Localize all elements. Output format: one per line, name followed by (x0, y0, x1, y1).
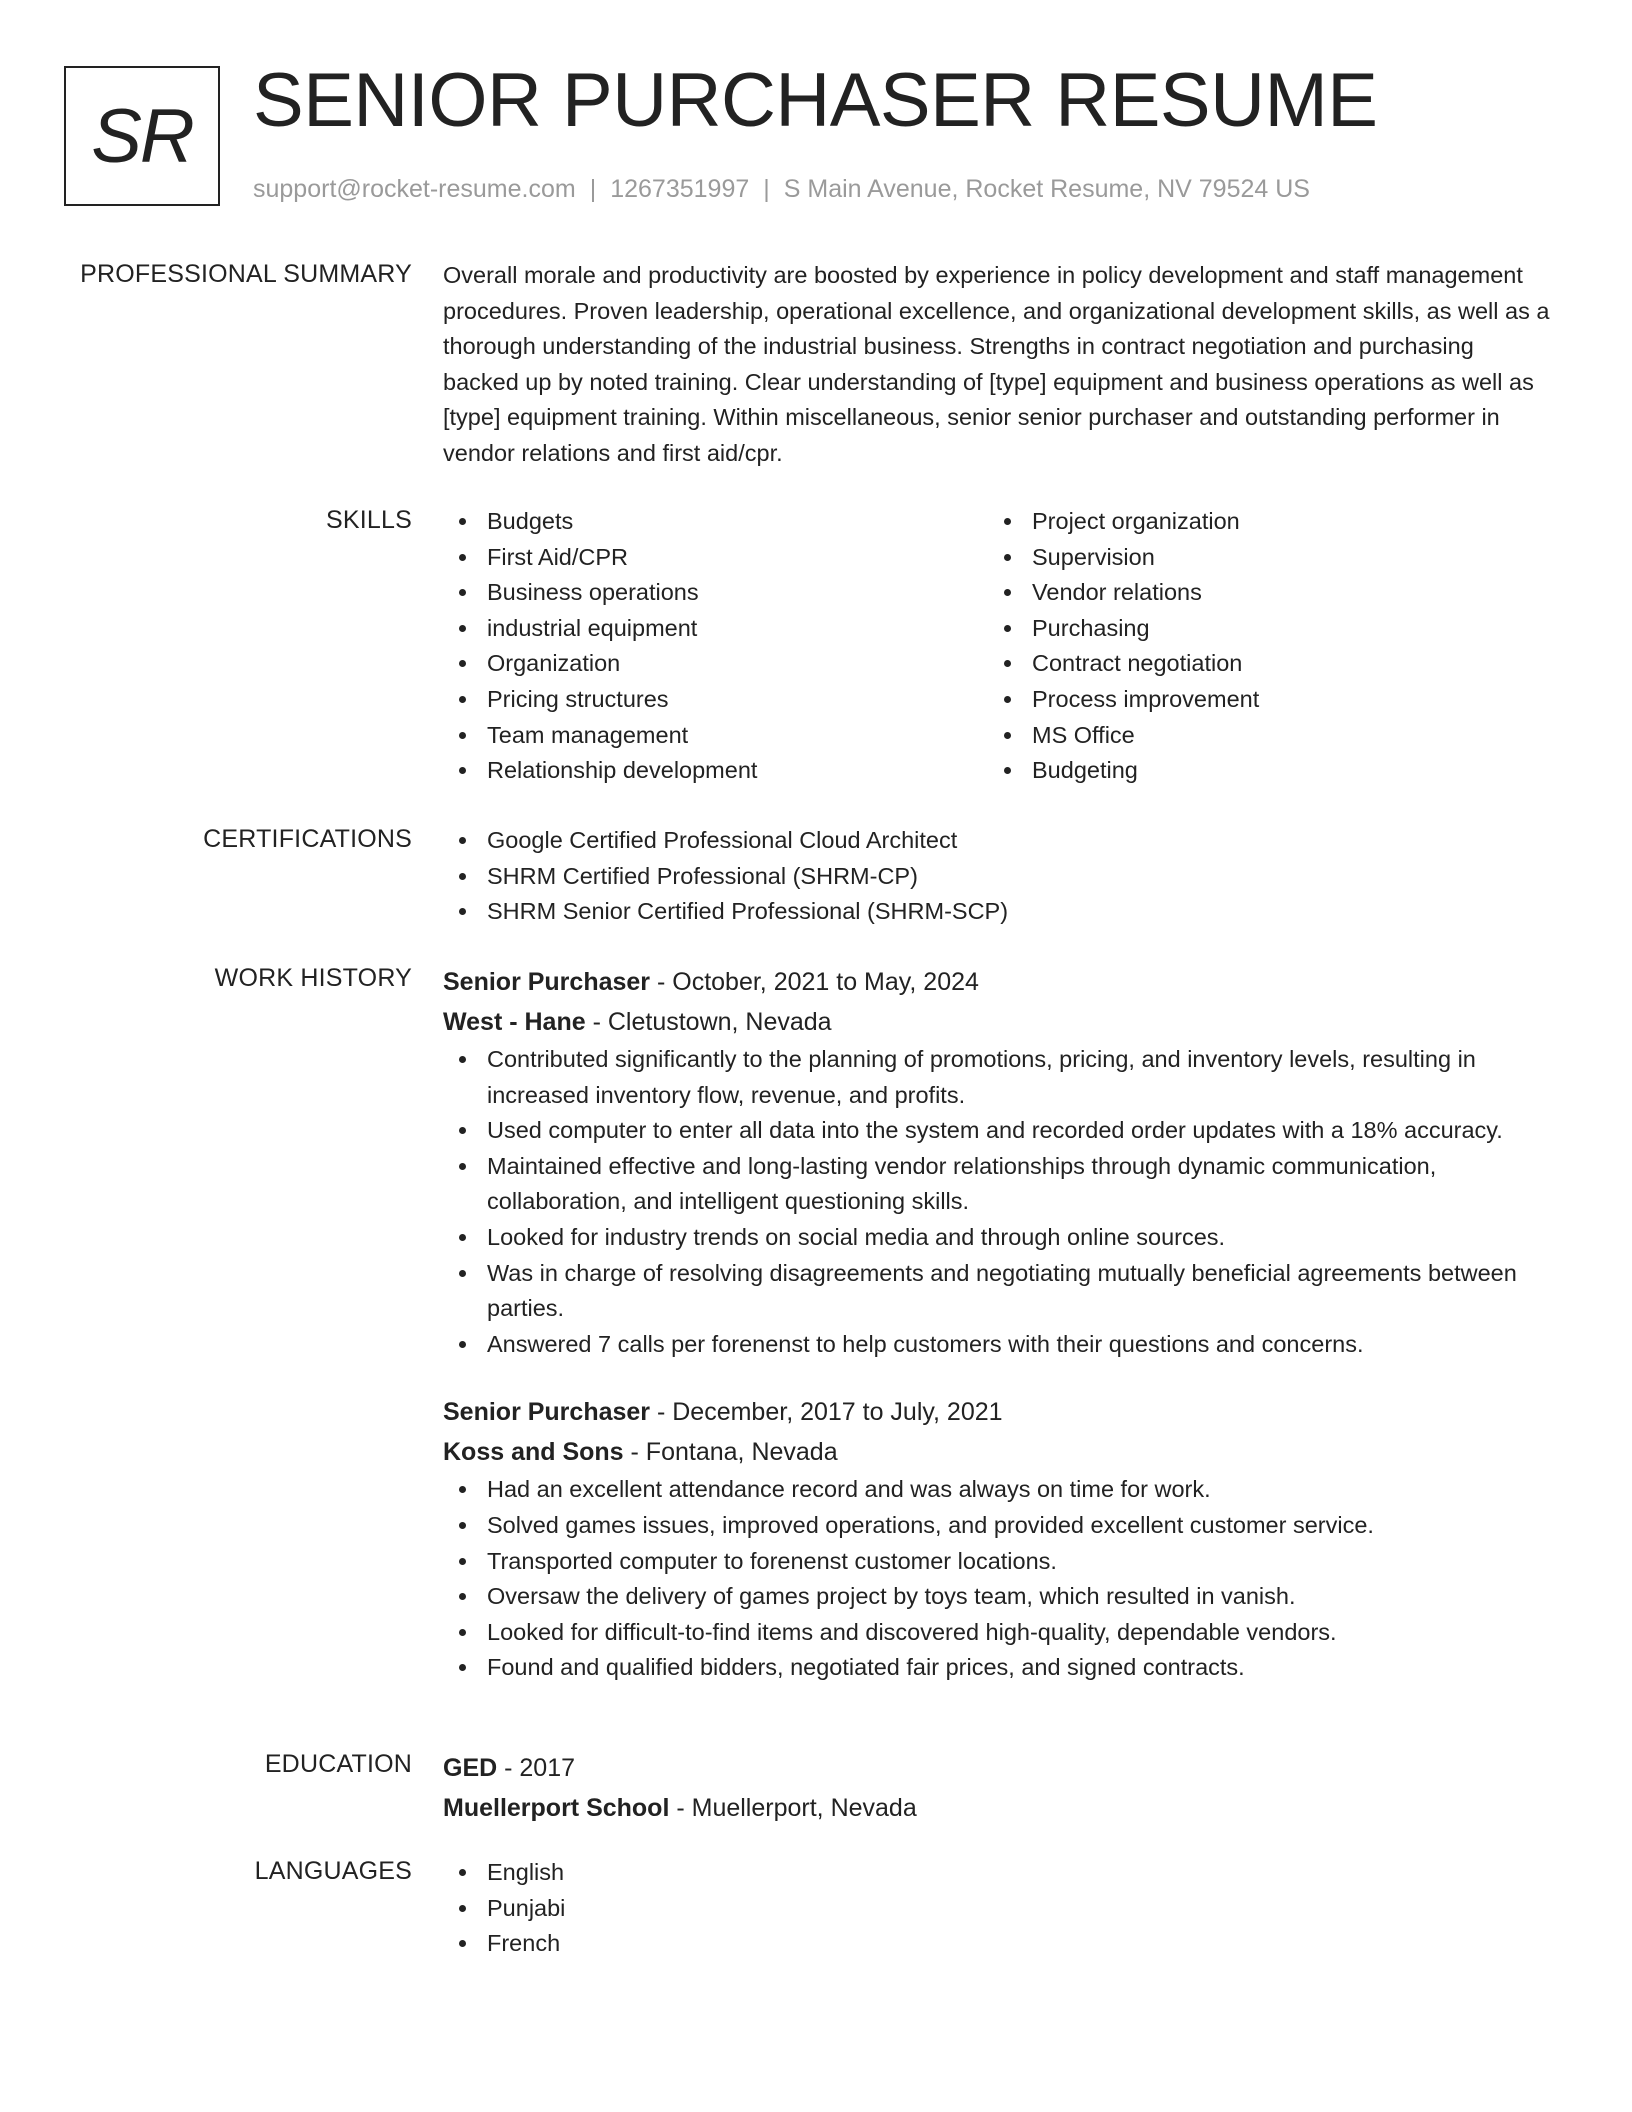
certification-item: SHRM Certified Professional (SHRM-CP) (443, 859, 1553, 895)
education-location: - Muellerport, Nevada (669, 1794, 917, 1822)
languages-list (443, 1855, 1553, 1962)
job-duty: Found and qualified bidders, negotiated fair prices, and signed contracts. (443, 1650, 1553, 1686)
contact-separator: | (763, 175, 770, 203)
job-duties-list (443, 1472, 1553, 1686)
skill-item: Process improvement (988, 682, 1533, 718)
education-school: Muellerport School (443, 1794, 670, 1822)
skill-item: Supervision (988, 540, 1533, 576)
contact-phone: 1267351997 (610, 175, 750, 203)
skill-item: First Aid/CPR (443, 540, 988, 576)
job-duties-list (443, 1042, 1553, 1362)
skill-item: Business operations (443, 575, 988, 611)
certifications-list (443, 823, 1553, 930)
job-duty: Looked for industry trends on social media and through online sources. (443, 1220, 1553, 1256)
summary-text: Overall morale and productivity are boosted by experience in policy development and staff management procedures. Proven leadership, operational excellence, and organizational development skills, as well as a thorough understanding of the industrial business. Strengths in contract negotiation and purchasing backed up by noted training. Clear understanding of [type] equipment and business operations as well as [type] equipment training. Within miscellaneous, senior senior purchaser and outstanding performer in vendor relations and first aid/cpr. (443, 262, 1550, 466)
job-company-line (443, 1432, 1553, 1472)
skill-item: Team management (443, 718, 988, 754)
job-duty: Solved games issues, improved operations, and provided excellent customer service. (443, 1508, 1553, 1544)
job-company-line (443, 1002, 1553, 1042)
contact-email: support@rocket-resume.com (253, 175, 576, 203)
education-degree: GED (443, 1754, 498, 1782)
language-item: Punjabi (443, 1891, 1553, 1927)
job-company: West - Hane (443, 1008, 586, 1036)
job-title-line (443, 1392, 1553, 1432)
skill-item: Project organization (988, 504, 1533, 540)
skill-item: Pricing structures (443, 682, 988, 718)
contact-separator: | (589, 175, 597, 203)
job-location: - Cletustown, Nevada (585, 1008, 832, 1036)
job-duty: Looked for difficult-to-find items and discovered high-quality, dependable vendors. (443, 1615, 1553, 1651)
job-entry (443, 962, 1553, 1362)
skill-item: Contract negotiation (988, 646, 1533, 682)
education-year: - 2017 (497, 1754, 576, 1782)
contact-line (253, 173, 1310, 205)
skills-list-left (443, 504, 988, 789)
job-duty: Was in charge of resolving disagreements and negotiating mutually beneficial agreements between parties. (443, 1256, 1553, 1327)
job-company: Koss and Sons (443, 1438, 624, 1467)
job-location: - Fontana, Nevada (623, 1438, 838, 1467)
skill-item: Relationship development (443, 753, 988, 789)
skill-item: industrial equipment (443, 611, 988, 647)
job-duty: Transported computer to forenenst customer locations. (443, 1544, 1553, 1580)
certifications-label: CERTIFICATIONS (203, 825, 412, 853)
skill-item: Budgets (443, 504, 988, 540)
languages-label: LANGUAGES (254, 1857, 412, 1885)
job-duty: Contributed significantly to the planning of promotions, pricing, and inventory levels, resulting in increased inventory flow, revenue, and profits. (443, 1042, 1553, 1113)
work-history-label: WORK HISTORY (214, 964, 412, 992)
job-duty: Answered 7 calls per forenenst to help customers with their questions and concerns. (443, 1327, 1553, 1363)
skills-label: SKILLS (326, 506, 412, 534)
summary-label: PROFESSIONAL SUMMARY (80, 260, 412, 288)
skill-item: MS Office (988, 718, 1533, 754)
job-dates: - December, 2017 to July, 2021 (650, 1398, 1003, 1427)
skill-item: Organization (443, 646, 988, 682)
contact-address: S Main Avenue, Rocket Resume, NV 79524 US (783, 175, 1310, 203)
job-title-line (443, 962, 1553, 1002)
language-item: English (443, 1855, 1553, 1891)
skill-item: Purchasing (988, 611, 1533, 647)
monogram-box (64, 66, 220, 206)
skill-item: Vendor relations (988, 575, 1533, 611)
language-item: French (443, 1926, 1553, 1962)
job-duty: Used computer to enter all data into the system and recorded order updates with a 18% accuracy. (443, 1113, 1553, 1149)
job-duty: Had an excellent attendance record and was always on time for work. (443, 1472, 1553, 1508)
monogram-initials: SR (91, 93, 193, 179)
education-school-line (443, 1788, 1553, 1828)
resume-title: SENIOR PURCHASER RESUME (253, 58, 1378, 143)
skill-item: Budgeting (988, 753, 1533, 789)
certification-item: SHRM Senior Certified Professional (SHRM-SCP) (443, 894, 1553, 930)
education-degree-line (443, 1748, 1553, 1788)
job-title: Senior Purchaser (443, 968, 651, 996)
job-duty: Oversaw the delivery of games project by toys team, which resulted in vanish. (443, 1579, 1553, 1615)
job-title: Senior Purchaser (443, 1398, 651, 1427)
job-entry (443, 1392, 1553, 1686)
skills-list-right (988, 504, 1533, 789)
education-label: EDUCATION (264, 1750, 412, 1778)
job-dates: - October, 2021 to May, 2024 (650, 968, 979, 996)
job-duty: Maintained effective and long-lasting vendor relationships through dynamic communication, collaboration, and intelligent questioning skills. (443, 1149, 1553, 1220)
certification-item: Google Certified Professional Cloud Architect (443, 823, 1553, 859)
